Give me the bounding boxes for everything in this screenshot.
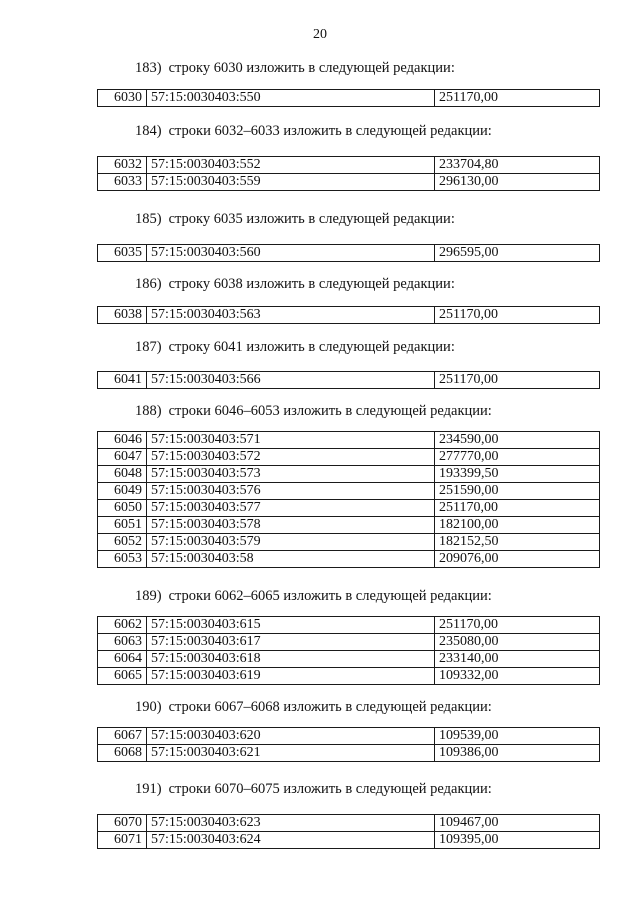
table-row bbox=[98, 728, 600, 745]
cadastral-number-cell: 57:15:0030403:571 bbox=[147, 432, 435, 449]
row-number-cell: 6070 bbox=[98, 815, 147, 832]
amendment-heading bbox=[97, 339, 600, 355]
row-number-cell: 6032 bbox=[98, 157, 147, 174]
row-number-cell: 6035 bbox=[98, 245, 147, 262]
amendment-184 bbox=[97, 123, 600, 191]
amendment-table bbox=[97, 156, 600, 191]
amendment-text: строки 6046–6053 изложить в следующей редакции: bbox=[168, 403, 492, 419]
amendment-185 bbox=[97, 211, 600, 262]
table-row bbox=[98, 617, 600, 634]
row-number-cell: 6068 bbox=[98, 745, 147, 762]
cadastral-number-cell: 57:15:0030403:573 bbox=[147, 466, 435, 483]
table-row bbox=[98, 745, 600, 762]
value-cell: 193399,50 bbox=[435, 466, 600, 483]
amendment-number: 183) bbox=[135, 60, 162, 76]
cadastral-number-cell: 57:15:0030403:623 bbox=[147, 815, 435, 832]
value-cell: 251170,00 bbox=[435, 500, 600, 517]
row-number-cell: 6063 bbox=[98, 634, 147, 651]
cadastral-number-cell: 57:15:0030403:577 bbox=[147, 500, 435, 517]
cadastral-number-cell: 57:15:0030403:615 bbox=[147, 617, 435, 634]
value-cell: 109332,00 bbox=[435, 668, 600, 685]
table-row bbox=[98, 517, 600, 534]
table-row bbox=[98, 90, 600, 107]
amendment-heading bbox=[97, 123, 600, 139]
cadastral-number-cell: 57:15:0030403:550 bbox=[147, 90, 435, 107]
amendment-heading bbox=[97, 276, 600, 292]
amendment-table bbox=[97, 727, 600, 762]
row-number-cell: 6048 bbox=[98, 466, 147, 483]
amendment-number: 185) bbox=[135, 211, 162, 227]
amendment-number: 190) bbox=[135, 699, 162, 715]
value-cell: 182152,50 bbox=[435, 534, 600, 551]
value-cell: 233140,00 bbox=[435, 651, 600, 668]
row-number-cell: 6062 bbox=[98, 617, 147, 634]
cadastral-number-cell: 57:15:0030403:619 bbox=[147, 668, 435, 685]
amendment-number: 186) bbox=[135, 276, 162, 292]
amendment-190 bbox=[97, 699, 600, 762]
value-cell: 251170,00 bbox=[435, 90, 600, 107]
amendment-table bbox=[97, 244, 600, 262]
row-number-cell: 6050 bbox=[98, 500, 147, 517]
row-number-cell: 6071 bbox=[98, 832, 147, 849]
amendment-table bbox=[97, 431, 600, 568]
amendment-heading bbox=[97, 699, 600, 715]
row-number-cell: 6064 bbox=[98, 651, 147, 668]
amendment-heading bbox=[97, 60, 600, 76]
cadastral-number-cell: 57:15:0030403:578 bbox=[147, 517, 435, 534]
row-number-cell: 6033 bbox=[98, 174, 147, 191]
table-row bbox=[98, 651, 600, 668]
table-row bbox=[98, 551, 600, 568]
value-cell: 109395,00 bbox=[435, 832, 600, 849]
amendment-text: строку 6038 изложить в следующей редакции: bbox=[168, 276, 455, 292]
amendment-text: строку 6035 изложить в следующей редакции: bbox=[168, 211, 455, 227]
amendment-text: строку 6030 изложить в следующей редакции: bbox=[168, 60, 455, 76]
amendment-number: 191) bbox=[135, 781, 162, 797]
amendment-number: 188) bbox=[135, 403, 162, 419]
row-number-cell: 6038 bbox=[98, 307, 147, 324]
amendment-186 bbox=[97, 276, 600, 324]
amendment-text: строки 6070–6075 изложить в следующей редакции: bbox=[168, 781, 492, 797]
table-row bbox=[98, 372, 600, 389]
value-cell: 296130,00 bbox=[435, 174, 600, 191]
table-row bbox=[98, 449, 600, 466]
table-row bbox=[98, 815, 600, 832]
value-cell: 109386,00 bbox=[435, 745, 600, 762]
cadastral-number-cell: 57:15:0030403:566 bbox=[147, 372, 435, 389]
row-number-cell: 6041 bbox=[98, 372, 147, 389]
page-number: 20 bbox=[313, 27, 327, 42]
cadastral-number-cell: 57:15:0030403:58 bbox=[147, 551, 435, 568]
amendment-table bbox=[97, 814, 600, 849]
row-number-cell: 6052 bbox=[98, 534, 147, 551]
amendment-table bbox=[97, 306, 600, 324]
amendment-187 bbox=[97, 339, 600, 389]
cadastral-number-cell: 57:15:0030403:617 bbox=[147, 634, 435, 651]
row-number-cell: 6047 bbox=[98, 449, 147, 466]
cadastral-number-cell: 57:15:0030403:621 bbox=[147, 745, 435, 762]
row-number-cell: 6067 bbox=[98, 728, 147, 745]
cadastral-number-cell: 57:15:0030403:624 bbox=[147, 832, 435, 849]
cadastral-number-cell: 57:15:0030403:572 bbox=[147, 449, 435, 466]
amendment-number: 189) bbox=[135, 588, 162, 604]
amendment-table bbox=[97, 89, 600, 107]
amendment-191 bbox=[97, 781, 600, 849]
value-cell: 251170,00 bbox=[435, 307, 600, 324]
cadastral-number-cell: 57:15:0030403:560 bbox=[147, 245, 435, 262]
table-row bbox=[98, 534, 600, 551]
table-row bbox=[98, 500, 600, 517]
row-number-cell: 6030 bbox=[98, 90, 147, 107]
value-cell: 235080,00 bbox=[435, 634, 600, 651]
value-cell: 109467,00 bbox=[435, 815, 600, 832]
amendment-text: строки 6032–6033 изложить в следующей редакции: bbox=[168, 123, 492, 139]
cadastral-number-cell: 57:15:0030403:552 bbox=[147, 157, 435, 174]
value-cell: 277770,00 bbox=[435, 449, 600, 466]
table-row bbox=[98, 432, 600, 449]
table-row bbox=[98, 307, 600, 324]
row-number-cell: 6051 bbox=[98, 517, 147, 534]
amendment-table bbox=[97, 371, 600, 389]
amendment-text: строку 6041 изложить в следующей редакции: bbox=[168, 339, 455, 355]
amendment-number: 184) bbox=[135, 123, 162, 139]
amendment-189 bbox=[97, 588, 600, 685]
amendment-heading bbox=[97, 588, 600, 604]
amendment-text: строки 6062–6065 изложить в следующей редакции: bbox=[168, 588, 492, 604]
cadastral-number-cell: 57:15:0030403:618 bbox=[147, 651, 435, 668]
cadastral-number-cell: 57:15:0030403:579 bbox=[147, 534, 435, 551]
table-row bbox=[98, 174, 600, 191]
amendment-heading bbox=[97, 403, 600, 419]
amendment-heading bbox=[97, 211, 600, 227]
value-cell: 251590,00 bbox=[435, 483, 600, 500]
row-number-cell: 6065 bbox=[98, 668, 147, 685]
amendment-number: 187) bbox=[135, 339, 162, 355]
amendment-188 bbox=[97, 403, 600, 568]
amendment-text: строки 6067–6068 изложить в следующей редакции: bbox=[168, 699, 492, 715]
cadastral-number-cell: 57:15:0030403:563 bbox=[147, 307, 435, 324]
value-cell: 251170,00 bbox=[435, 372, 600, 389]
value-cell: 233704,80 bbox=[435, 157, 600, 174]
row-number-cell: 6053 bbox=[98, 551, 147, 568]
table-row bbox=[98, 483, 600, 500]
cadastral-number-cell: 57:15:0030403:576 bbox=[147, 483, 435, 500]
row-number-cell: 6049 bbox=[98, 483, 147, 500]
table-row bbox=[98, 245, 600, 262]
table-row bbox=[98, 157, 600, 174]
table-row bbox=[98, 668, 600, 685]
value-cell: 209076,00 bbox=[435, 551, 600, 568]
value-cell: 234590,00 bbox=[435, 432, 600, 449]
table-row bbox=[98, 466, 600, 483]
table-row bbox=[98, 634, 600, 651]
amendment-table bbox=[97, 616, 600, 685]
value-cell: 296595,00 bbox=[435, 245, 600, 262]
cadastral-number-cell: 57:15:0030403:559 bbox=[147, 174, 435, 191]
table-row bbox=[98, 832, 600, 849]
amendment-heading bbox=[97, 781, 600, 797]
value-cell: 182100,00 bbox=[435, 517, 600, 534]
row-number-cell: 6046 bbox=[98, 432, 147, 449]
value-cell: 109539,00 bbox=[435, 728, 600, 745]
value-cell: 251170,00 bbox=[435, 617, 600, 634]
amendment-183 bbox=[97, 60, 600, 107]
cadastral-number-cell: 57:15:0030403:620 bbox=[147, 728, 435, 745]
